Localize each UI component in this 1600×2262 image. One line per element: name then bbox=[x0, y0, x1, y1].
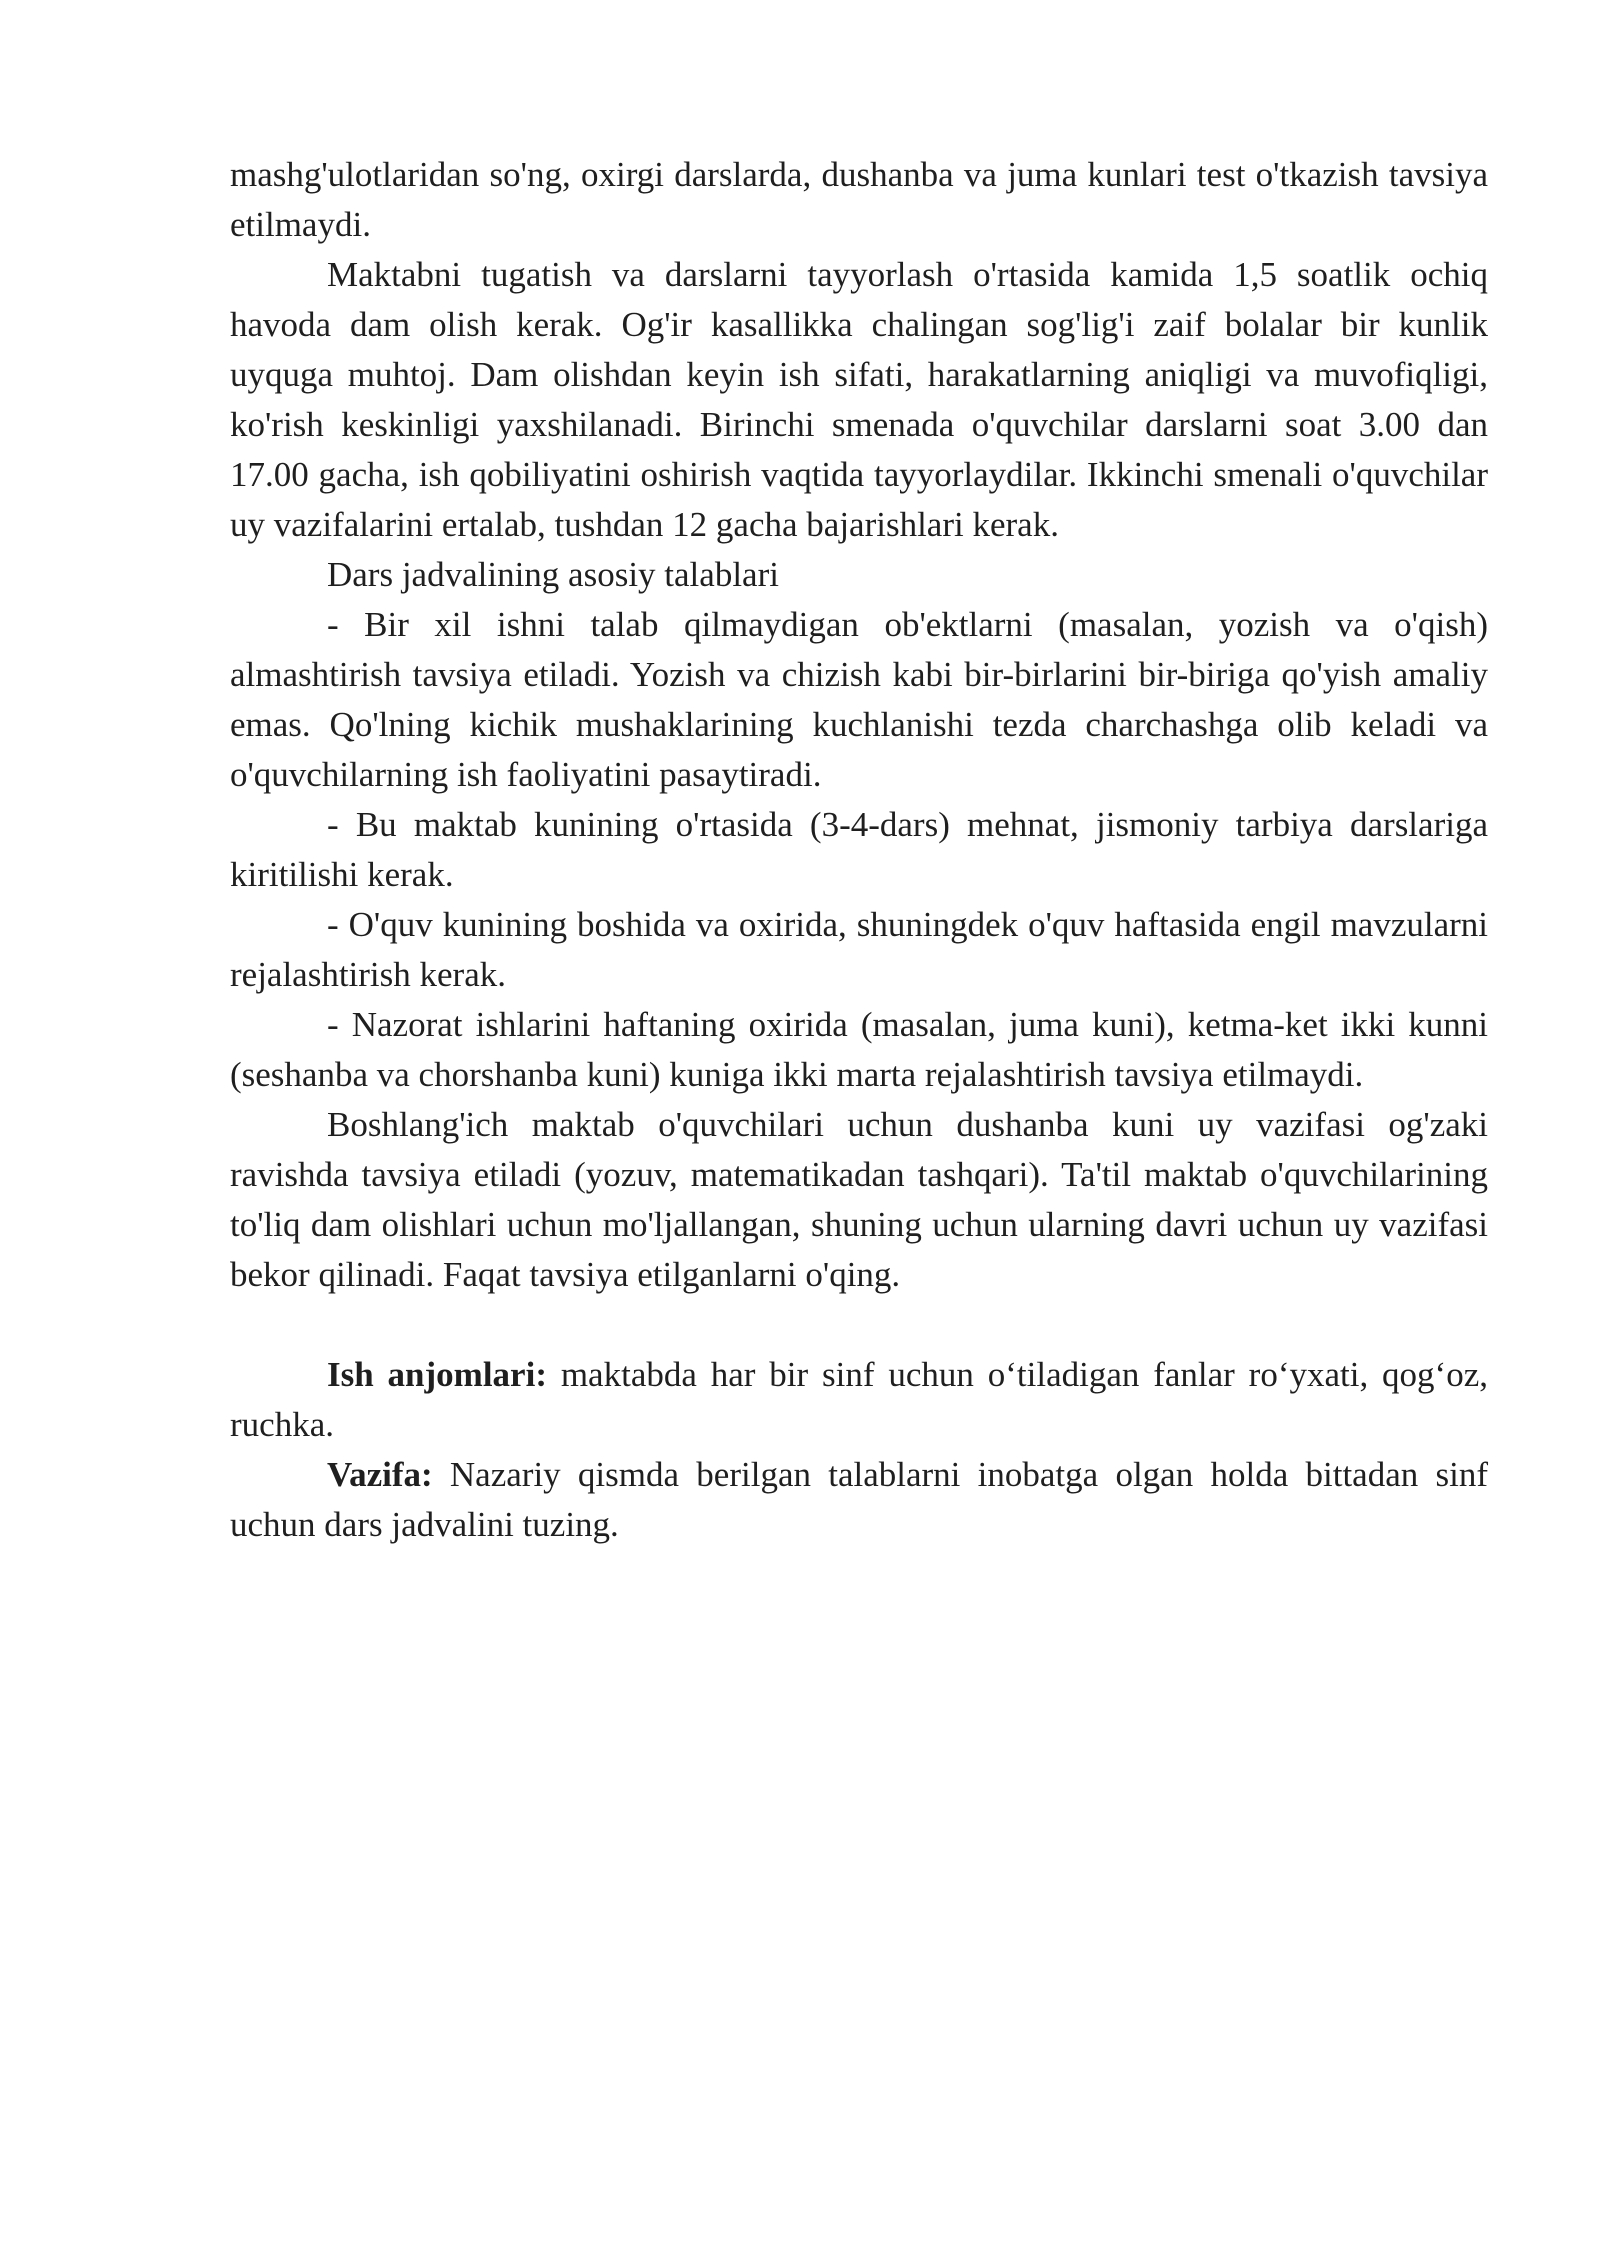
task-text: Nazariy qismda berilgan talablarni inobatga olgan holda bittadan sinf uchun dars jadvalini tuzing. bbox=[230, 1455, 1488, 1544]
tools-label: Ish anjomlari: bbox=[327, 1355, 547, 1394]
paragraph-homework: Boshlang'ich maktab o'quvchilari uchun dushanba kuni uy vazifasi og'zaki ravishda tavsiya etiladi (yozuv, matematikadan tashqari). Ta'til maktab o'quvchilarining to'liq dam olishlari uchun mo'ljallangan, shuning uchun ularning davri uchun uy vazifasi bekor qilinadi. Faqat tavsiya etilganlarni o'qing. bbox=[230, 1105, 1488, 1294]
paragraph-task bbox=[230, 1450, 1488, 1550]
paragraph-schedule-heading: Dars jadvalining asosiy talablari bbox=[327, 555, 779, 594]
tools-text: maktabda har bir sinf uchun o‘tiladigan fanlar ro‘yxati, qog‘oz, ruchka. bbox=[230, 1355, 1488, 1444]
paragraph-continuation: mashg'ulotlaridan so'ng, oxirgi darslarda, dushanba va juma kunlari test o'tkazish tavsiya etilmaydi. bbox=[230, 155, 1488, 244]
paragraph-rest-recommendation: Maktabni tugatish va darslarni tayyorlash o'rtasida kamida 1,5 soatlik ochiq havoda dam olish kerak. Og'ir kasallikka chalingan sog'lig'i zaif bolalar bir kunlik uyquga muhtoj. Dam olishdan keyin ish sifati, harakatlarning aniqligi va muvofiqligi, ko'rish keskinligi yaxshilanadi. Birinchi smenada o'quvchilar darslarni soat 3.00 dan 17.00 gacha, ish qobiliyatini oshirish vaqtida tayyorlaydilar. Ikkinchi smenali o'quvchilar uy vazifalarini ertalab, tushdan 12 gacha bajarishlari kerak. bbox=[230, 255, 1488, 544]
paragraph-requirement-alternate: - Bir xil ishni talab qilmaydigan ob'ektlarni (masalan, yozish va o'qish) almashtirish tavsiya etiladi. Yozish va chizish kabi bir-birlarini bir-biriga qo'yish amaliy emas. Qo'lning kichik mushaklarining kuchlanishi tezda charchashga olib keladi va o'quvchilarning ish faoliyatini pasaytiradi. bbox=[230, 605, 1488, 794]
paragraph-requirement-light-topics: - O'quv kunining boshida va oxirida, shuningdek o'quv haftasida engil mavzularni rejalashtirish kerak. bbox=[230, 905, 1488, 994]
document-page bbox=[230, 150, 1488, 1550]
paragraph-requirement-control-work: - Nazorat ishlarini haftaning oxirida (masalan, juma kuni), ketma-ket ikki kunni (seshanba va chorshanba kuni) kuniga ikki marta rejalashtirish tavsiya etilmaydi. bbox=[230, 1005, 1488, 1094]
paragraph-requirement-midday: - Bu maktab kunining o'rtasida (3-4-dars) mehnat, jismoniy tarbiya darslariga kiritilishi kerak. bbox=[230, 805, 1488, 894]
paragraph-tools bbox=[230, 1350, 1488, 1450]
task-label: Vazifa: bbox=[327, 1455, 433, 1494]
